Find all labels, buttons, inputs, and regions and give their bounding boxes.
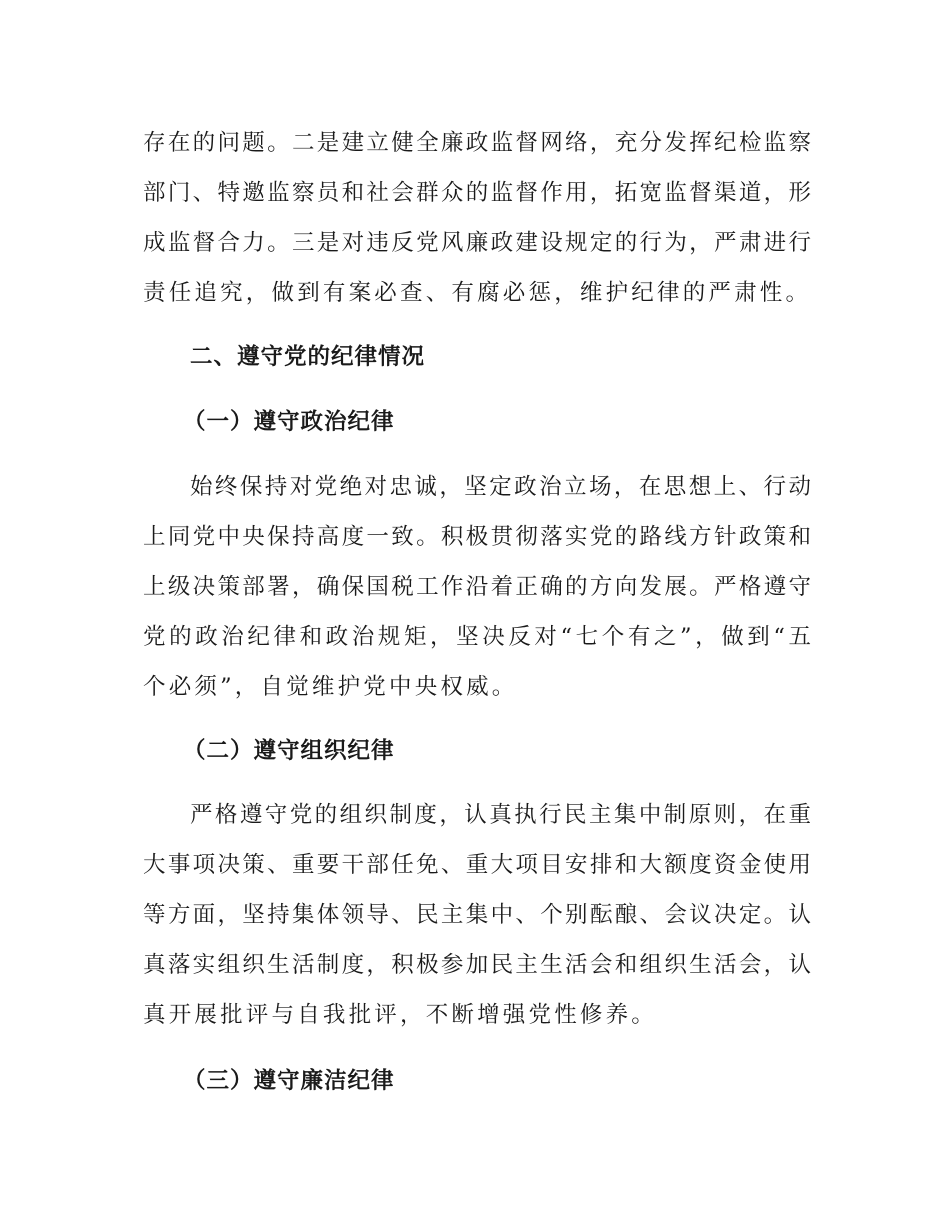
- paragraph-line: 严格遵守党的组织制度，认真执行民主集中制原则，在重: [190, 802, 811, 828]
- paragraph-line: 始终保持对党绝对忠诚，坚定政治立场，在思想上、行动: [190, 474, 811, 500]
- section-heading: 二、遵守党的纪律情况: [190, 344, 426, 370]
- paragraph-line: 个必须”，自觉维护党中央权威。: [143, 674, 518, 700]
- paragraph-line: 真落实组织生活制度，积极参加民主生活会和组织生活会，认: [143, 952, 811, 978]
- paragraph-line: 责任追究，做到有案必查、有腐必惩，维护纪律的严肃性。: [143, 280, 811, 306]
- paragraph-line: 上级决策部署，确保国税工作沿着正确的方向发展。严格遵守: [143, 574, 811, 600]
- paragraph-line: 存在的问题。二是建立健全廉政监督网络，充分发挥纪检监察: [143, 130, 811, 156]
- paragraph-line: 大事项决策、重要干部任免、重大项目安排和大额度资金使用: [143, 852, 811, 878]
- paragraph-line: 上同党中央保持高度一致。积极贯彻落实党的路线方针政策和: [143, 524, 811, 550]
- paragraph-line: 等方面，坚持集体领导、民主集中、个别酝酿、会议决定。认: [143, 902, 811, 928]
- paragraph-line: 部门、特邀监察员和社会群众的监督作用，拓宽监督渠道，形: [143, 180, 811, 206]
- subsection-heading-organizational: （二）遵守组织纪律: [183, 738, 395, 764]
- subsection-heading-political: （一）遵守政治纪律: [183, 409, 395, 435]
- subsection-heading-integrity: （三）遵守廉洁纪律: [183, 1068, 395, 1094]
- paragraph-line: 成监督合力。三是对违反党风廉政建设规定的行为，严肃进行: [143, 230, 811, 256]
- paragraph-line: 真开展批评与自我批评，不断增强党性修养。: [143, 1002, 658, 1028]
- paragraph-line: 党的政治纪律和政治规矩，坚决反对“七个有之”，做到“五: [143, 624, 811, 650]
